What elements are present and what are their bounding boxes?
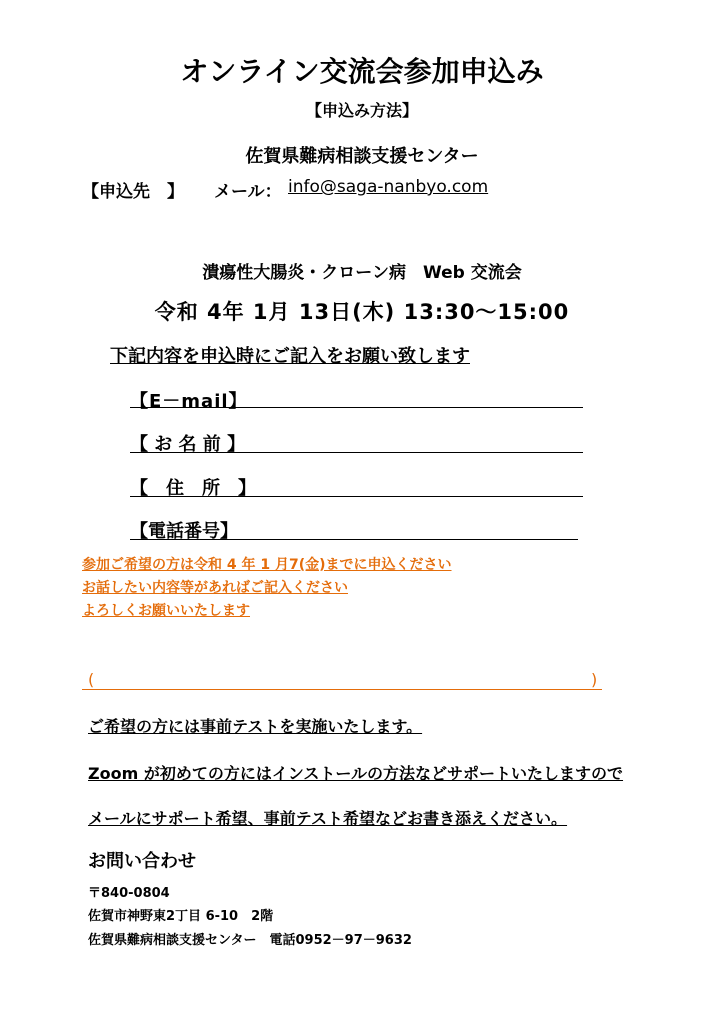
field-label-name: 【 お 名 前 】 xyxy=(130,434,246,455)
inquiry-address: 佐賀市神野東2丁目 6-10 2階 xyxy=(88,909,274,924)
note-comment: お話したい内容等があればご記入ください xyxy=(82,580,348,596)
inquiry-heading: お問い合わせ xyxy=(88,851,196,872)
method-heading: 【申込み方法】 xyxy=(305,101,418,120)
comment-box-close-paren: ) xyxy=(591,670,598,689)
page-title: オンライン交流会参加申込み xyxy=(180,55,544,88)
instruction-text: 下記内容を申込時にご記入をお願い致します xyxy=(110,346,470,367)
field-label-email: 【E－mail】 xyxy=(130,391,248,412)
comment-box-open-paren: ( xyxy=(88,670,95,689)
event-name: 潰瘍性大腸炎・クローン病 Web 交流会 xyxy=(202,263,522,283)
contact-label: 【申込先 】 xyxy=(82,182,184,202)
field-label-address: 【 住 所 】 xyxy=(130,478,256,499)
comment-box-line xyxy=(82,689,602,690)
note-regards: よろしくお願いいたします xyxy=(82,603,250,619)
zoom-request-line: メールにサポート希望、事前テスト希望などお書き添えください。 xyxy=(88,809,568,828)
field-line-name xyxy=(130,452,583,453)
inquiry-phone: 佐賀県難病相談支援センター 電話0952－97－9632 xyxy=(88,933,412,948)
note-deadline: 参加ご希望の方は令和 4 年 1 月7(金)までに申込ください xyxy=(82,557,452,573)
field-label-phone: 【電話番号】 xyxy=(130,521,238,542)
event-datetime: 令和 4年 1月 13日(木) 13:30〜15:00 xyxy=(154,300,570,324)
zoom-test-line: ご希望の方には事前テストを実施いたします。 xyxy=(88,717,423,736)
field-line-email xyxy=(130,407,583,408)
inquiry-postal-code: 〒840-0804 xyxy=(88,886,170,901)
field-line-phone xyxy=(130,539,578,540)
contact-email-link[interactable]: info@saga-nanbyo.com xyxy=(288,177,489,197)
organizer-name: 佐賀県難病相談支援センター xyxy=(245,146,479,167)
mail-label: メール： xyxy=(214,182,282,202)
field-line-address xyxy=(130,496,583,497)
zoom-support-line: Zoom が初めての方にはインストールの方法などサポートいたしますので xyxy=(88,764,624,783)
